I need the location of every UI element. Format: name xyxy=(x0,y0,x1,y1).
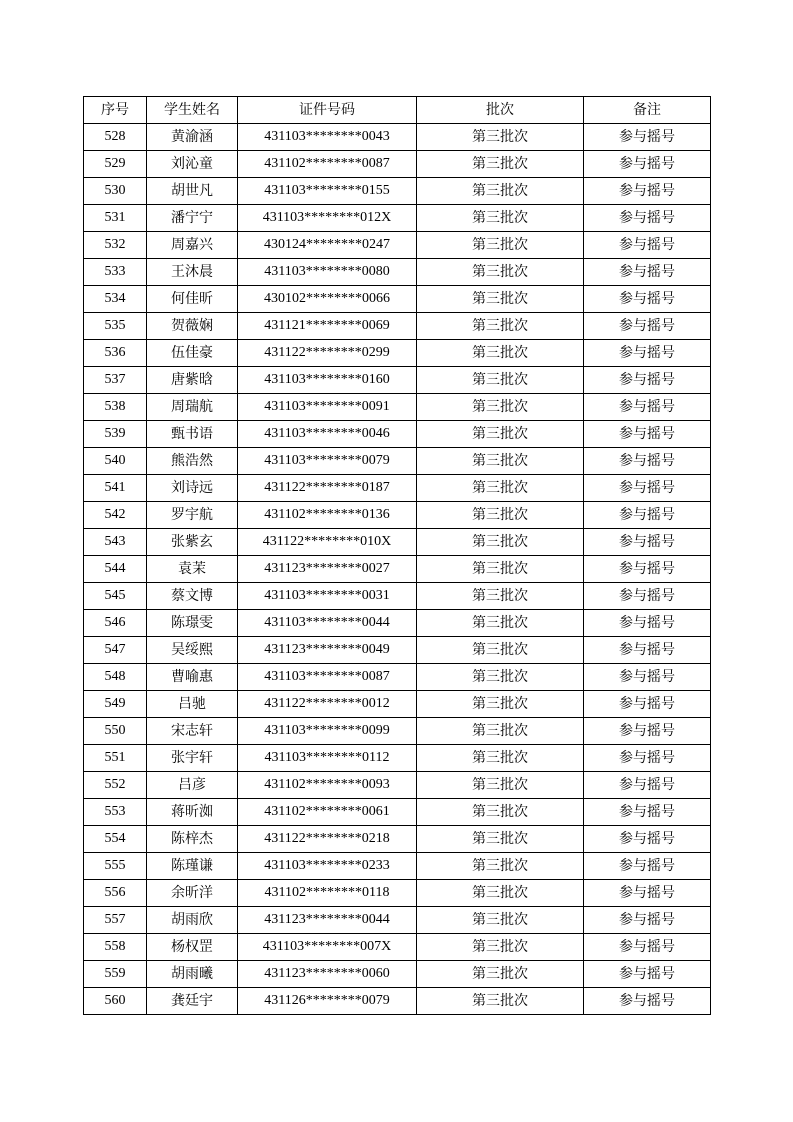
student-name-cell: 陈梓杰 xyxy=(147,826,238,853)
remark-cell: 参与摇号 xyxy=(584,907,711,934)
table-row xyxy=(84,475,711,502)
student-name-cell: 甄书语 xyxy=(147,421,238,448)
batch-cell: 第三批次 xyxy=(417,502,584,529)
student-name-cell: 龚廷宇 xyxy=(147,988,238,1015)
student-name-cell: 曹喻惠 xyxy=(147,664,238,691)
student-name-cell: 唐紫晗 xyxy=(147,367,238,394)
seq-cell: 549 xyxy=(84,691,147,718)
id-number-cell: 431103********0155 xyxy=(238,178,417,205)
id-number-cell: 431102********0118 xyxy=(238,880,417,907)
batch-cell: 第三批次 xyxy=(417,691,584,718)
id-number-cell: 431103********007X xyxy=(238,934,417,961)
remark-cell: 参与摇号 xyxy=(584,718,711,745)
id-number-cell: 431103********0031 xyxy=(238,583,417,610)
seq-cell: 547 xyxy=(84,637,147,664)
batch-cell: 第三批次 xyxy=(417,529,584,556)
remark-cell: 参与摇号 xyxy=(584,313,711,340)
remark-cell: 参与摇号 xyxy=(584,880,711,907)
student-name-cell: 宋志轩 xyxy=(147,718,238,745)
student-name-cell: 罗宇航 xyxy=(147,502,238,529)
batch-cell: 第三批次 xyxy=(417,367,584,394)
student-name-cell: 胡雨欣 xyxy=(147,907,238,934)
seq-cell: 537 xyxy=(84,367,147,394)
batch-cell: 第三批次 xyxy=(417,178,584,205)
remark-cell: 参与摇号 xyxy=(584,637,711,664)
id-number-cell: 431103********0043 xyxy=(238,124,417,151)
remark-cell: 参与摇号 xyxy=(584,799,711,826)
table-row xyxy=(84,421,711,448)
remark-cell: 参与摇号 xyxy=(584,610,711,637)
batch-cell: 第三批次 xyxy=(417,313,584,340)
batch-cell: 第三批次 xyxy=(417,961,584,988)
student-name-cell: 刘诗远 xyxy=(147,475,238,502)
student-name-cell: 胡雨曦 xyxy=(147,961,238,988)
table-header-row xyxy=(84,97,711,124)
student-name-cell: 熊浩然 xyxy=(147,448,238,475)
remark-cell: 参与摇号 xyxy=(584,394,711,421)
seq-cell: 559 xyxy=(84,961,147,988)
id-number-cell: 431122********0218 xyxy=(238,826,417,853)
seq-cell: 545 xyxy=(84,583,147,610)
remark-cell: 参与摇号 xyxy=(584,286,711,313)
seq-cell: 550 xyxy=(84,718,147,745)
seq-cell: 546 xyxy=(84,610,147,637)
remark-cell: 参与摇号 xyxy=(584,340,711,367)
id-number-cell: 431123********0027 xyxy=(238,556,417,583)
id-number-cell: 431103********0080 xyxy=(238,259,417,286)
seq-cell: 535 xyxy=(84,313,147,340)
remark-cell: 参与摇号 xyxy=(584,583,711,610)
id-number-cell: 431126********0079 xyxy=(238,988,417,1015)
seq-cell: 540 xyxy=(84,448,147,475)
batch-cell: 第三批次 xyxy=(417,988,584,1015)
table-row xyxy=(84,583,711,610)
table-row xyxy=(84,961,711,988)
batch-cell: 第三批次 xyxy=(417,232,584,259)
student-name-cell: 袁茉 xyxy=(147,556,238,583)
remark-cell: 参与摇号 xyxy=(584,961,711,988)
student-name-cell: 王沐晨 xyxy=(147,259,238,286)
student-name-cell: 陈璟雯 xyxy=(147,610,238,637)
remark-cell: 参与摇号 xyxy=(584,934,711,961)
remark-cell: 参与摇号 xyxy=(584,826,711,853)
seq-cell: 538 xyxy=(84,394,147,421)
table-row xyxy=(84,340,711,367)
batch-cell: 第三批次 xyxy=(417,421,584,448)
table-row xyxy=(84,691,711,718)
id-number-cell: 431102********0136 xyxy=(238,502,417,529)
id-number-cell: 431122********0187 xyxy=(238,475,417,502)
student-name-cell: 周瑞航 xyxy=(147,394,238,421)
batch-cell: 第三批次 xyxy=(417,259,584,286)
student-name-cell: 蒋昕洳 xyxy=(147,799,238,826)
batch-cell: 第三批次 xyxy=(417,799,584,826)
table-row xyxy=(84,502,711,529)
remark-cell: 参与摇号 xyxy=(584,367,711,394)
seq-cell: 553 xyxy=(84,799,147,826)
seq-cell: 541 xyxy=(84,475,147,502)
batch-cell: 第三批次 xyxy=(417,637,584,664)
remark-cell: 参与摇号 xyxy=(584,448,711,475)
seq-cell: 552 xyxy=(84,772,147,799)
id-number-cell: 431121********0069 xyxy=(238,313,417,340)
student-name-cell: 刘沁童 xyxy=(147,151,238,178)
table-row xyxy=(84,853,711,880)
table-row xyxy=(84,259,711,286)
table-row xyxy=(84,880,711,907)
header-seq: 序号 xyxy=(84,97,147,124)
table-row xyxy=(84,448,711,475)
remark-cell: 参与摇号 xyxy=(584,988,711,1015)
batch-cell: 第三批次 xyxy=(417,475,584,502)
id-number-cell: 431103********0233 xyxy=(238,853,417,880)
id-number-cell: 431122********0012 xyxy=(238,691,417,718)
table-row xyxy=(84,610,711,637)
table-row xyxy=(84,205,711,232)
table-row xyxy=(84,232,711,259)
id-number-cell: 431102********0061 xyxy=(238,799,417,826)
table-row xyxy=(84,178,711,205)
student-name-cell: 贺薇娴 xyxy=(147,313,238,340)
id-number-cell: 431123********0060 xyxy=(238,961,417,988)
batch-cell: 第三批次 xyxy=(417,907,584,934)
seq-cell: 536 xyxy=(84,340,147,367)
batch-cell: 第三批次 xyxy=(417,583,584,610)
seq-cell: 531 xyxy=(84,205,147,232)
table-row xyxy=(84,799,711,826)
student-name-cell: 胡世凡 xyxy=(147,178,238,205)
table-row xyxy=(84,124,711,151)
seq-cell: 556 xyxy=(84,880,147,907)
batch-cell: 第三批次 xyxy=(417,664,584,691)
student-name-cell: 张宇轩 xyxy=(147,745,238,772)
id-number-cell: 431103********0087 xyxy=(238,664,417,691)
student-roster-table xyxy=(83,96,711,1015)
batch-cell: 第三批次 xyxy=(417,124,584,151)
id-number-cell: 430102********0066 xyxy=(238,286,417,313)
student-name-cell: 何佳昕 xyxy=(147,286,238,313)
remark-cell: 参与摇号 xyxy=(584,151,711,178)
id-number-cell: 431102********0087 xyxy=(238,151,417,178)
table-row xyxy=(84,826,711,853)
id-number-cell: 430124********0247 xyxy=(238,232,417,259)
table-row xyxy=(84,286,711,313)
id-number-cell: 431103********0099 xyxy=(238,718,417,745)
student-name-cell: 伍佳豪 xyxy=(147,340,238,367)
seq-cell: 530 xyxy=(84,178,147,205)
id-number-cell: 431103********0112 xyxy=(238,745,417,772)
remark-cell: 参与摇号 xyxy=(584,772,711,799)
table-row xyxy=(84,151,711,178)
table-row xyxy=(84,745,711,772)
remark-cell: 参与摇号 xyxy=(584,124,711,151)
student-name-cell: 潘宁宁 xyxy=(147,205,238,232)
seq-cell: 539 xyxy=(84,421,147,448)
seq-cell: 529 xyxy=(84,151,147,178)
remark-cell: 参与摇号 xyxy=(584,691,711,718)
student-name-cell: 张紫玄 xyxy=(147,529,238,556)
batch-cell: 第三批次 xyxy=(417,934,584,961)
remark-cell: 参与摇号 xyxy=(584,529,711,556)
seq-cell: 557 xyxy=(84,907,147,934)
header-remark: 备注 xyxy=(584,97,711,124)
id-number-cell: 431103********012X xyxy=(238,205,417,232)
table-row xyxy=(84,394,711,421)
batch-cell: 第三批次 xyxy=(417,286,584,313)
batch-cell: 第三批次 xyxy=(417,772,584,799)
table-row xyxy=(84,529,711,556)
batch-cell: 第三批次 xyxy=(417,826,584,853)
remark-cell: 参与摇号 xyxy=(584,853,711,880)
student-name-cell: 陈瑾谦 xyxy=(147,853,238,880)
batch-cell: 第三批次 xyxy=(417,448,584,475)
remark-cell: 参与摇号 xyxy=(584,556,711,583)
table-body xyxy=(84,124,711,1015)
seq-cell: 558 xyxy=(84,934,147,961)
seq-cell: 560 xyxy=(84,988,147,1015)
remark-cell: 参与摇号 xyxy=(584,205,711,232)
table-row xyxy=(84,907,711,934)
remark-cell: 参与摇号 xyxy=(584,664,711,691)
remark-cell: 参与摇号 xyxy=(584,475,711,502)
table-row xyxy=(84,637,711,664)
table-row xyxy=(84,664,711,691)
student-name-cell: 吕彦 xyxy=(147,772,238,799)
seq-cell: 533 xyxy=(84,259,147,286)
seq-cell: 554 xyxy=(84,826,147,853)
id-number-cell: 431103********0091 xyxy=(238,394,417,421)
table-row xyxy=(84,772,711,799)
batch-cell: 第三批次 xyxy=(417,853,584,880)
id-number-cell: 431103********0044 xyxy=(238,610,417,637)
remark-cell: 参与摇号 xyxy=(584,745,711,772)
student-name-cell: 吴绥熙 xyxy=(147,637,238,664)
batch-cell: 第三批次 xyxy=(417,340,584,367)
id-number-cell: 431102********0093 xyxy=(238,772,417,799)
batch-cell: 第三批次 xyxy=(417,745,584,772)
table-row xyxy=(84,718,711,745)
id-number-cell: 431123********0049 xyxy=(238,637,417,664)
remark-cell: 参与摇号 xyxy=(584,178,711,205)
table-row xyxy=(84,934,711,961)
id-number-cell: 431122********0299 xyxy=(238,340,417,367)
table-row xyxy=(84,367,711,394)
header-student-name: 学生姓名 xyxy=(147,97,238,124)
student-name-cell: 周嘉兴 xyxy=(147,232,238,259)
student-name-cell: 蔡文博 xyxy=(147,583,238,610)
table-row xyxy=(84,313,711,340)
remark-cell: 参与摇号 xyxy=(584,232,711,259)
batch-cell: 第三批次 xyxy=(417,556,584,583)
batch-cell: 第三批次 xyxy=(417,880,584,907)
batch-cell: 第三批次 xyxy=(417,718,584,745)
batch-cell: 第三批次 xyxy=(417,610,584,637)
table-row xyxy=(84,556,711,583)
student-name-cell: 吕驰 xyxy=(147,691,238,718)
remark-cell: 参与摇号 xyxy=(584,421,711,448)
id-number-cell: 431103********0079 xyxy=(238,448,417,475)
id-number-cell: 431103********0160 xyxy=(238,367,417,394)
seq-cell: 555 xyxy=(84,853,147,880)
seq-cell: 532 xyxy=(84,232,147,259)
seq-cell: 542 xyxy=(84,502,147,529)
student-name-cell: 杨权罡 xyxy=(147,934,238,961)
seq-cell: 544 xyxy=(84,556,147,583)
header-id-number: 证件号码 xyxy=(238,97,417,124)
remark-cell: 参与摇号 xyxy=(584,259,711,286)
student-name-cell: 黄渝涵 xyxy=(147,124,238,151)
seq-cell: 534 xyxy=(84,286,147,313)
batch-cell: 第三批次 xyxy=(417,151,584,178)
student-name-cell: 余昕洋 xyxy=(147,880,238,907)
seq-cell: 548 xyxy=(84,664,147,691)
remark-cell: 参与摇号 xyxy=(584,502,711,529)
batch-cell: 第三批次 xyxy=(417,394,584,421)
seq-cell: 528 xyxy=(84,124,147,151)
header-batch: 批次 xyxy=(417,97,584,124)
table-row xyxy=(84,988,711,1015)
id-number-cell: 431122********010X xyxy=(238,529,417,556)
seq-cell: 543 xyxy=(84,529,147,556)
batch-cell: 第三批次 xyxy=(417,205,584,232)
seq-cell: 551 xyxy=(84,745,147,772)
id-number-cell: 431103********0046 xyxy=(238,421,417,448)
id-number-cell: 431123********0044 xyxy=(238,907,417,934)
